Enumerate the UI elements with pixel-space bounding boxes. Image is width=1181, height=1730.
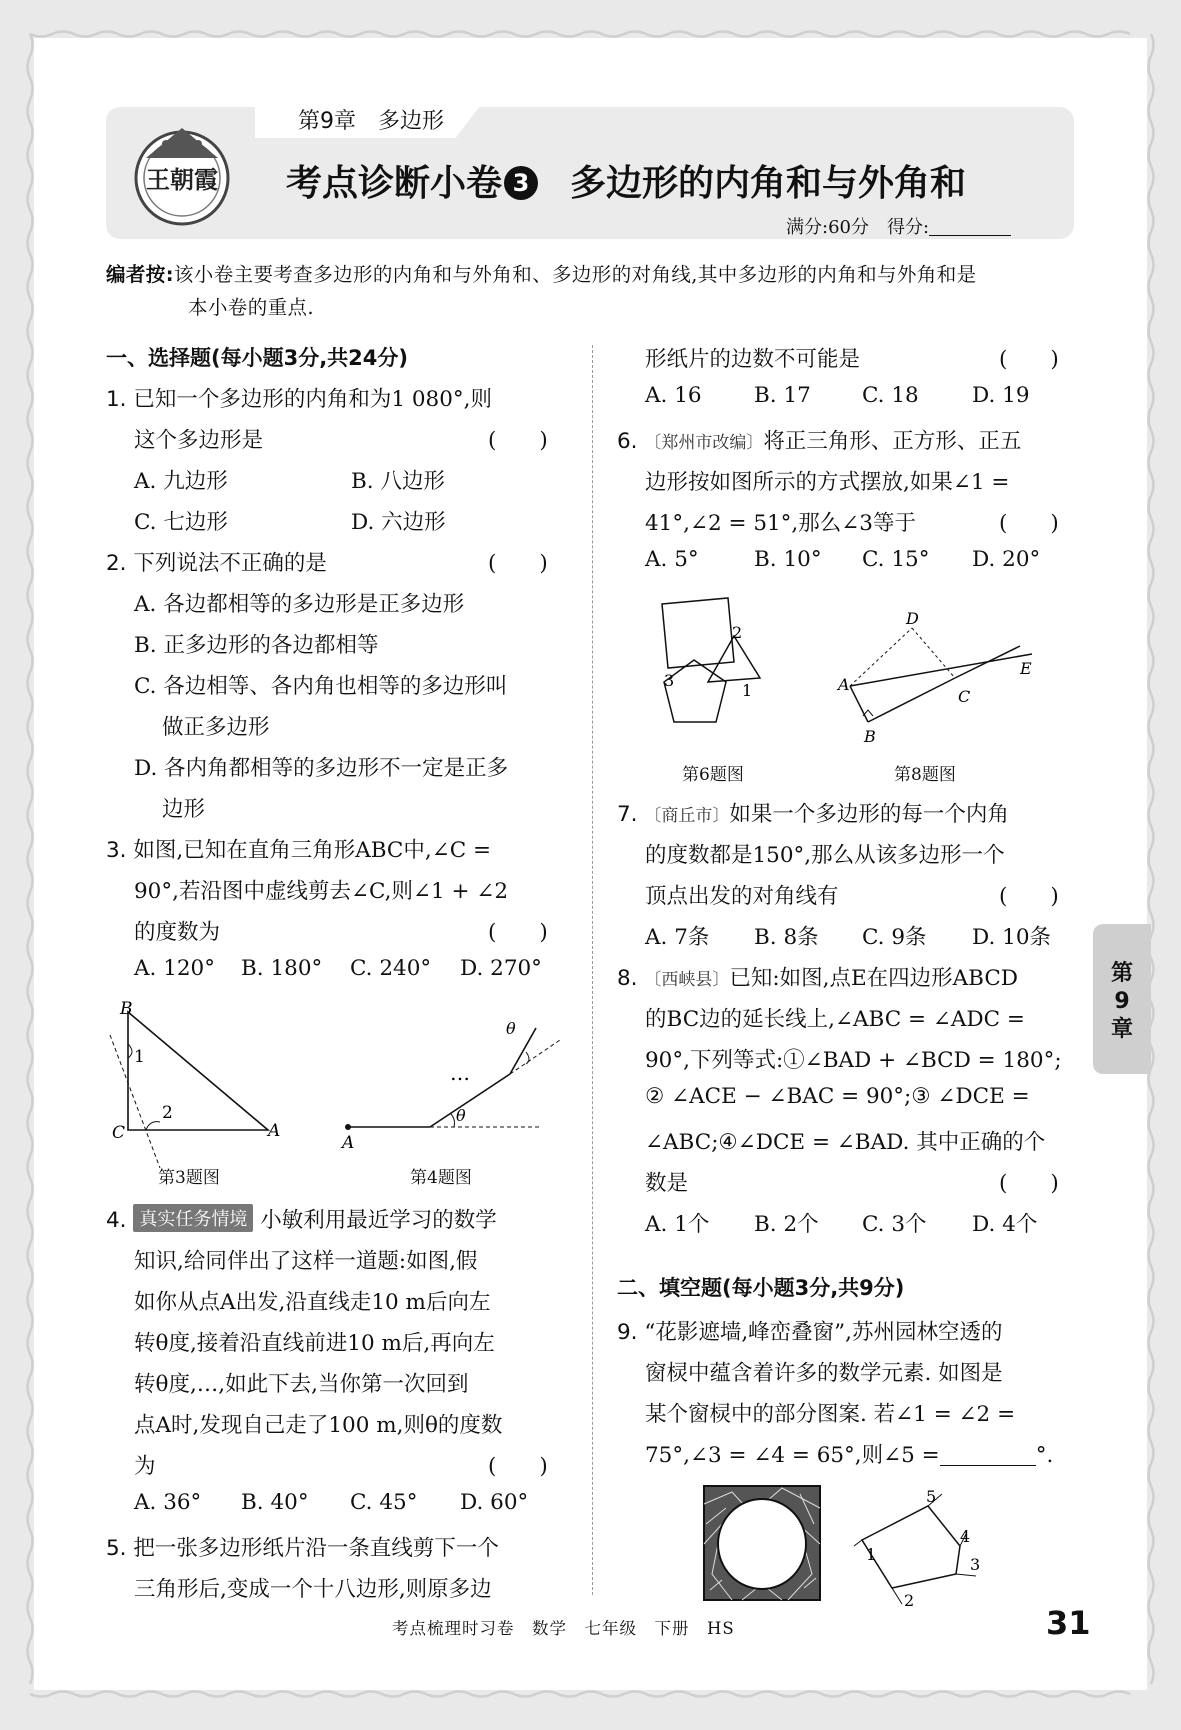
chapter-label: 第9章 多边形 bbox=[298, 109, 444, 134]
q3-option-a: A. 120° bbox=[134, 956, 215, 981]
fig8-label-E: E bbox=[1020, 659, 1032, 678]
title-number: 3 bbox=[504, 166, 538, 200]
fig4-dots: … bbox=[450, 1061, 470, 1085]
q3-answer-paren: ( ) bbox=[488, 920, 548, 945]
wavy-edge bbox=[28, 34, 33, 1684]
side-tab-char-1: 第 bbox=[1110, 961, 1133, 986]
fig8-label-B: B bbox=[864, 727, 876, 746]
editor-note-label: 编者按: bbox=[106, 263, 174, 286]
q2-option-d-cont: 边形 bbox=[162, 797, 206, 822]
q2-answer-paren: ( ) bbox=[488, 551, 548, 576]
q8-number: 8. bbox=[617, 966, 638, 991]
q6-source: 〔郑州市改编〕 bbox=[644, 433, 764, 453]
fig6-label-3: 3 bbox=[664, 671, 675, 690]
q4-text1: 小敏利用最近学习的数学 bbox=[260, 1208, 497, 1233]
q4-line3: 如你从点A出发,沿直线走10 m后向左 bbox=[134, 1290, 491, 1315]
q7-line2: 的度数都是150°,那么从该多边形一个 bbox=[645, 843, 1005, 868]
publisher-logo-icon bbox=[126, 118, 238, 230]
q1-line2: 这个多边形是 bbox=[134, 428, 264, 453]
q9-text4: 75°,∠3 = ∠4 = 65°,则∠5 = bbox=[645, 1443, 940, 1468]
q6-line1 bbox=[617, 424, 1021, 455]
q4-line7: 为 bbox=[134, 1454, 156, 1479]
q4-option-d: D. 60° bbox=[460, 1490, 529, 1515]
fig3-label-2: 2 bbox=[162, 1103, 173, 1123]
side-tab-char-2: 9 bbox=[1114, 989, 1130, 1014]
q8-option-c: C. 3个 bbox=[862, 1212, 927, 1237]
q4-tag: 真实任务情境 bbox=[133, 1204, 253, 1232]
q5-line2: 三角形后,变成一个十八边形,则原多边 bbox=[134, 1577, 492, 1602]
q4-line4: 转θ度,接着沿直线前进10 m后,再向左 bbox=[134, 1331, 495, 1356]
q6-answer-paren: ( ) bbox=[999, 511, 1059, 536]
editor-note-line1: 该小卷主要考查多边形的内角和与外角和、多边形的对角线,其中多边形的内角和与外角和是 bbox=[173, 263, 977, 286]
q1-answer-paren: ( ) bbox=[488, 428, 548, 453]
q1-text1: 已知一个多边形的内角和为1 080°,则 bbox=[133, 387, 492, 412]
fig3-label-1: 1 bbox=[134, 1047, 145, 1067]
q5-option-b: B. 17 bbox=[754, 383, 811, 408]
q2-option-a: A. 各边都相等的多边形是正多边形 bbox=[134, 592, 465, 617]
q7-option-c: C. 9条 bbox=[862, 925, 927, 950]
fig3-label-B: B bbox=[120, 1000, 133, 1019]
q1-option-d: D. 六边形 bbox=[351, 510, 446, 535]
q3-text1: 如图,已知在直角三角形ABC中,∠C = bbox=[133, 838, 492, 863]
q6-number: 6. bbox=[617, 429, 638, 454]
q6-line2: 边形按如图所示的方式摆放,如果∠1 = bbox=[645, 470, 1010, 495]
q4-line1 bbox=[106, 1203, 497, 1234]
q5-option-c: C. 18 bbox=[862, 383, 919, 408]
q6-option-a: A. 5° bbox=[645, 547, 699, 572]
q4-number: 4. bbox=[106, 1208, 127, 1233]
editor-note bbox=[106, 258, 1081, 324]
q7-number: 7. bbox=[617, 802, 638, 827]
q1-option-a: A. 九边形 bbox=[134, 469, 228, 494]
q5-option-d: D. 19 bbox=[972, 383, 1030, 408]
q5-number: 5. bbox=[106, 1536, 127, 1561]
wavy-edge bbox=[30, 1692, 1130, 1697]
q8-line5: ∠ABC;④∠DCE = ∠BAD. 其中正确的个 bbox=[645, 1130, 1046, 1155]
q9-answer-blank[interactable] bbox=[940, 1445, 1036, 1466]
q1-option-c: C. 七边形 bbox=[134, 510, 228, 535]
fig6-pentagon bbox=[664, 660, 726, 722]
fig3-caption: 第3题图 bbox=[158, 1168, 220, 1188]
q6-option-d: D. 20° bbox=[972, 547, 1041, 572]
page-number: 31 bbox=[1046, 1604, 1091, 1642]
q7-source: 〔商丘市〕 bbox=[644, 806, 730, 826]
q5-answer-paren: ( ) bbox=[999, 347, 1059, 372]
figure-4 bbox=[330, 1012, 570, 1162]
q4-line6: 点A时,发现自己走了100 m,则θ的度数 bbox=[134, 1413, 503, 1438]
score-line bbox=[786, 213, 1011, 239]
fig3-label-A: A bbox=[268, 1121, 281, 1141]
q8-text1: 已知:如图,点E在四边形ABCD bbox=[729, 966, 1019, 991]
q4-option-a: A. 36° bbox=[134, 1490, 202, 1515]
q9-line2: 窗棂中蕴含着许多的数学元素. 如图是 bbox=[645, 1361, 1003, 1386]
q9-number: 9. bbox=[617, 1320, 638, 1345]
q6-option-b: B. 10° bbox=[754, 547, 822, 572]
q7-line1 bbox=[617, 797, 1009, 828]
section-choice-title: 一、选择题(每小题3分,共24分) bbox=[106, 346, 409, 370]
q3-option-d: D. 270° bbox=[460, 956, 542, 981]
fig9-label-5: 5 bbox=[926, 1487, 937, 1506]
q5-line3: 形纸片的边数不可能是 bbox=[645, 347, 861, 372]
q9-line3: 某个窗棂中的部分图案. 若∠1 = ∠2 = bbox=[645, 1402, 1016, 1427]
q1-number: 1. bbox=[106, 387, 127, 412]
q9-text4-end: °. bbox=[1035, 1443, 1054, 1468]
figure-9-window bbox=[702, 1484, 822, 1602]
q4-answer-paren: ( ) bbox=[488, 1454, 548, 1479]
fig8-label-A: A bbox=[838, 675, 850, 694]
q8-line3: 90°,下列等式:①∠BAD + ∠BCD = 180°; bbox=[645, 1048, 1062, 1073]
q7-answer-paren: ( ) bbox=[999, 884, 1059, 909]
q7-option-d: D. 10条 bbox=[972, 925, 1051, 950]
editor-note-line2: 本小卷的重点. bbox=[188, 296, 314, 319]
q3-line3: 的度数为 bbox=[134, 920, 221, 945]
q2-option-c: C. 各边相等、各内角也相等的多边形叫 bbox=[134, 674, 508, 699]
fig8-label-C: C bbox=[958, 687, 971, 706]
fig4-theta-1: θ bbox=[456, 1106, 466, 1125]
q8-option-a: A. 1个 bbox=[645, 1212, 710, 1237]
q2-option-d: D. 各内角都相等的多边形不一定是正多 bbox=[134, 756, 509, 781]
q2-number: 2. bbox=[106, 551, 127, 576]
q5-line1 bbox=[106, 1531, 499, 1562]
figure-6 bbox=[650, 592, 800, 742]
q6-text1: 将正三角形、正方形、正五 bbox=[763, 429, 1022, 454]
q4-option-c: C. 45° bbox=[350, 1490, 418, 1515]
fig6-label-2: 2 bbox=[732, 623, 743, 642]
q4-line2: 知识,给同伴出了这样一道题:如图,假 bbox=[134, 1249, 478, 1274]
footer-text: 考点梳理时习卷 数学 七年级 下册 HS bbox=[392, 1619, 735, 1638]
title-prefix: 考点诊断小卷 bbox=[286, 163, 503, 204]
fig6-caption: 第6题图 bbox=[682, 765, 744, 785]
fig6-label-1: 1 bbox=[742, 681, 753, 700]
q2-line1 bbox=[106, 546, 327, 577]
q3-line1 bbox=[106, 833, 491, 864]
q8-line1 bbox=[617, 961, 1018, 992]
q8-line6: 数是 bbox=[645, 1171, 689, 1196]
q7-option-a: A. 7条 bbox=[645, 925, 710, 950]
q1-line1 bbox=[106, 382, 492, 413]
logo-text: 王朝霞 bbox=[146, 165, 218, 194]
q4-option-b: B. 40° bbox=[241, 1490, 309, 1515]
q1-option-b: B. 八边形 bbox=[351, 469, 445, 494]
score-blank bbox=[929, 217, 1011, 236]
q3-number: 3. bbox=[106, 838, 127, 863]
q7-option-b: B. 8条 bbox=[754, 925, 819, 950]
figure-9-angles bbox=[850, 1484, 1000, 1609]
q8-line4: ② ∠ACE − ∠BAC = 90°;③ ∠DCE = bbox=[645, 1084, 1030, 1109]
q3-option-b: B. 180° bbox=[241, 956, 323, 981]
q6-option-c: C. 15° bbox=[862, 547, 930, 572]
q7-line3: 顶点出发的对角线有 bbox=[645, 884, 839, 909]
q9-line4 bbox=[645, 1438, 1053, 1469]
q3-option-c: C. 240° bbox=[350, 956, 432, 981]
fig8-label-D: D bbox=[906, 609, 919, 628]
q5-text1: 把一张多边形纸片沿一条直线剪下一个 bbox=[133, 1536, 499, 1561]
score-label: 满分:60分 得分: bbox=[786, 217, 930, 238]
fig3-triangle bbox=[128, 1012, 268, 1130]
q2-text1: 下列说法不正确的是 bbox=[133, 551, 327, 576]
q8-option-d: D. 4个 bbox=[972, 1212, 1038, 1237]
q8-line2: 的BC边的延长线上,∠ABC = ∠ADC = bbox=[645, 1007, 1025, 1032]
fig6-square bbox=[662, 598, 734, 668]
figure-8 bbox=[830, 606, 1050, 746]
q5-option-a: A. 16 bbox=[645, 383, 702, 408]
q2-option-b: B. 正多边形的各边都相等 bbox=[134, 633, 379, 658]
fig3-label-C: C bbox=[112, 1123, 126, 1143]
fig4-label-A: A bbox=[342, 1133, 355, 1153]
q7-text1: 如果一个多边形的每一个内角 bbox=[729, 802, 1009, 827]
fig9-label-1: 1 bbox=[866, 1545, 877, 1564]
q4-line5: 转θ度,…,如此下去,当你第一次回到 bbox=[134, 1372, 469, 1397]
q6-line3: 41°,∠2 = 51°,那么∠3等于 bbox=[645, 511, 916, 536]
fig4-theta-2: θ bbox=[506, 1019, 516, 1038]
column-divider bbox=[592, 345, 593, 1595]
wavy-edge bbox=[1149, 34, 1154, 1684]
fig9-label-2: 2 bbox=[904, 1591, 915, 1609]
side-tab-char-3: 章 bbox=[1110, 1017, 1133, 1042]
page-title bbox=[286, 155, 966, 206]
q2-option-c-cont: 做正多边形 bbox=[162, 715, 270, 740]
fig9-label-4: 4 bbox=[960, 1527, 971, 1546]
wavy-edge bbox=[30, 32, 1130, 37]
q3-line2: 90°,若沿图中虚线剪去∠C,则∠1 + ∠2 bbox=[134, 879, 509, 904]
figure-3 bbox=[100, 1000, 300, 1170]
q9-text1: “花影遮墙,峰峦叠窗”,苏州园林空透的 bbox=[644, 1320, 1003, 1345]
fig4-caption: 第4题图 bbox=[410, 1168, 472, 1188]
q9-line1 bbox=[617, 1315, 1003, 1346]
section-fill-title: 二、填空题(每小题3分,共9分) bbox=[617, 1276, 905, 1300]
fig8-caption: 第8题图 bbox=[894, 765, 956, 785]
fig9-label-3: 3 bbox=[970, 1555, 981, 1574]
title-main: 多边形的内角和与外角和 bbox=[570, 163, 967, 204]
chapter-side-tab bbox=[1093, 924, 1151, 1074]
q8-option-b: B. 2个 bbox=[754, 1212, 819, 1237]
q8-source: 〔西峡县〕 bbox=[644, 970, 730, 990]
q8-answer-paren: ( ) bbox=[999, 1171, 1059, 1196]
